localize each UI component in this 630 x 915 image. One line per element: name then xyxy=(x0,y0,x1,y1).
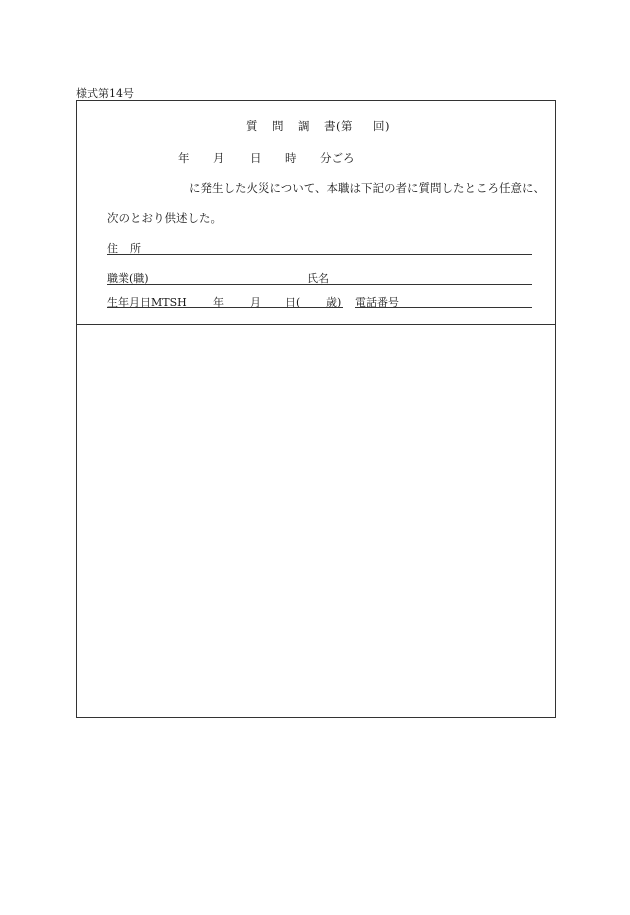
birth-month: 月 xyxy=(250,296,261,309)
birth-date-label: 生年月日MTSH xyxy=(107,296,187,309)
address-label-char-2: 所 xyxy=(130,242,141,255)
statement-body-area[interactable] xyxy=(77,325,555,717)
occupation-name-field-line xyxy=(107,284,532,285)
title-char-3: 調 xyxy=(298,119,310,133)
name-label: 氏名 xyxy=(307,272,329,285)
statement-line-1: に発生した火災について、本職は下記の者に質問したところ任意に、 xyxy=(189,181,546,195)
phone-label: 電話番号 xyxy=(355,296,399,309)
phone-field-line xyxy=(355,307,532,308)
title-number-close: 回) xyxy=(373,119,390,133)
title-char-2: 問 xyxy=(272,119,284,133)
statement-line-2: 次のとおり供述した。 xyxy=(107,211,222,225)
datetime-minute: 分ごろ xyxy=(320,151,355,165)
title-char-4: 書 xyxy=(324,119,336,133)
datetime-hour: 時 xyxy=(285,151,297,165)
datetime-year: 年 xyxy=(178,151,190,165)
address-label-char-1: 住 xyxy=(107,242,118,255)
address-field-line xyxy=(107,254,532,255)
datetime-month: 月 xyxy=(213,151,225,165)
birth-field-line xyxy=(107,307,343,308)
title-char-1: 質 xyxy=(246,119,258,133)
document-title xyxy=(246,118,390,134)
occupation-label: 職業(職) xyxy=(107,272,149,285)
age-label: 歳) xyxy=(326,296,342,309)
birth-year: 年 xyxy=(213,296,224,309)
title-number-open: (第 xyxy=(336,119,353,133)
birth-day: 日( xyxy=(285,296,301,309)
form-number: 様式第14号 xyxy=(76,87,134,100)
datetime-day: 日 xyxy=(250,151,262,165)
